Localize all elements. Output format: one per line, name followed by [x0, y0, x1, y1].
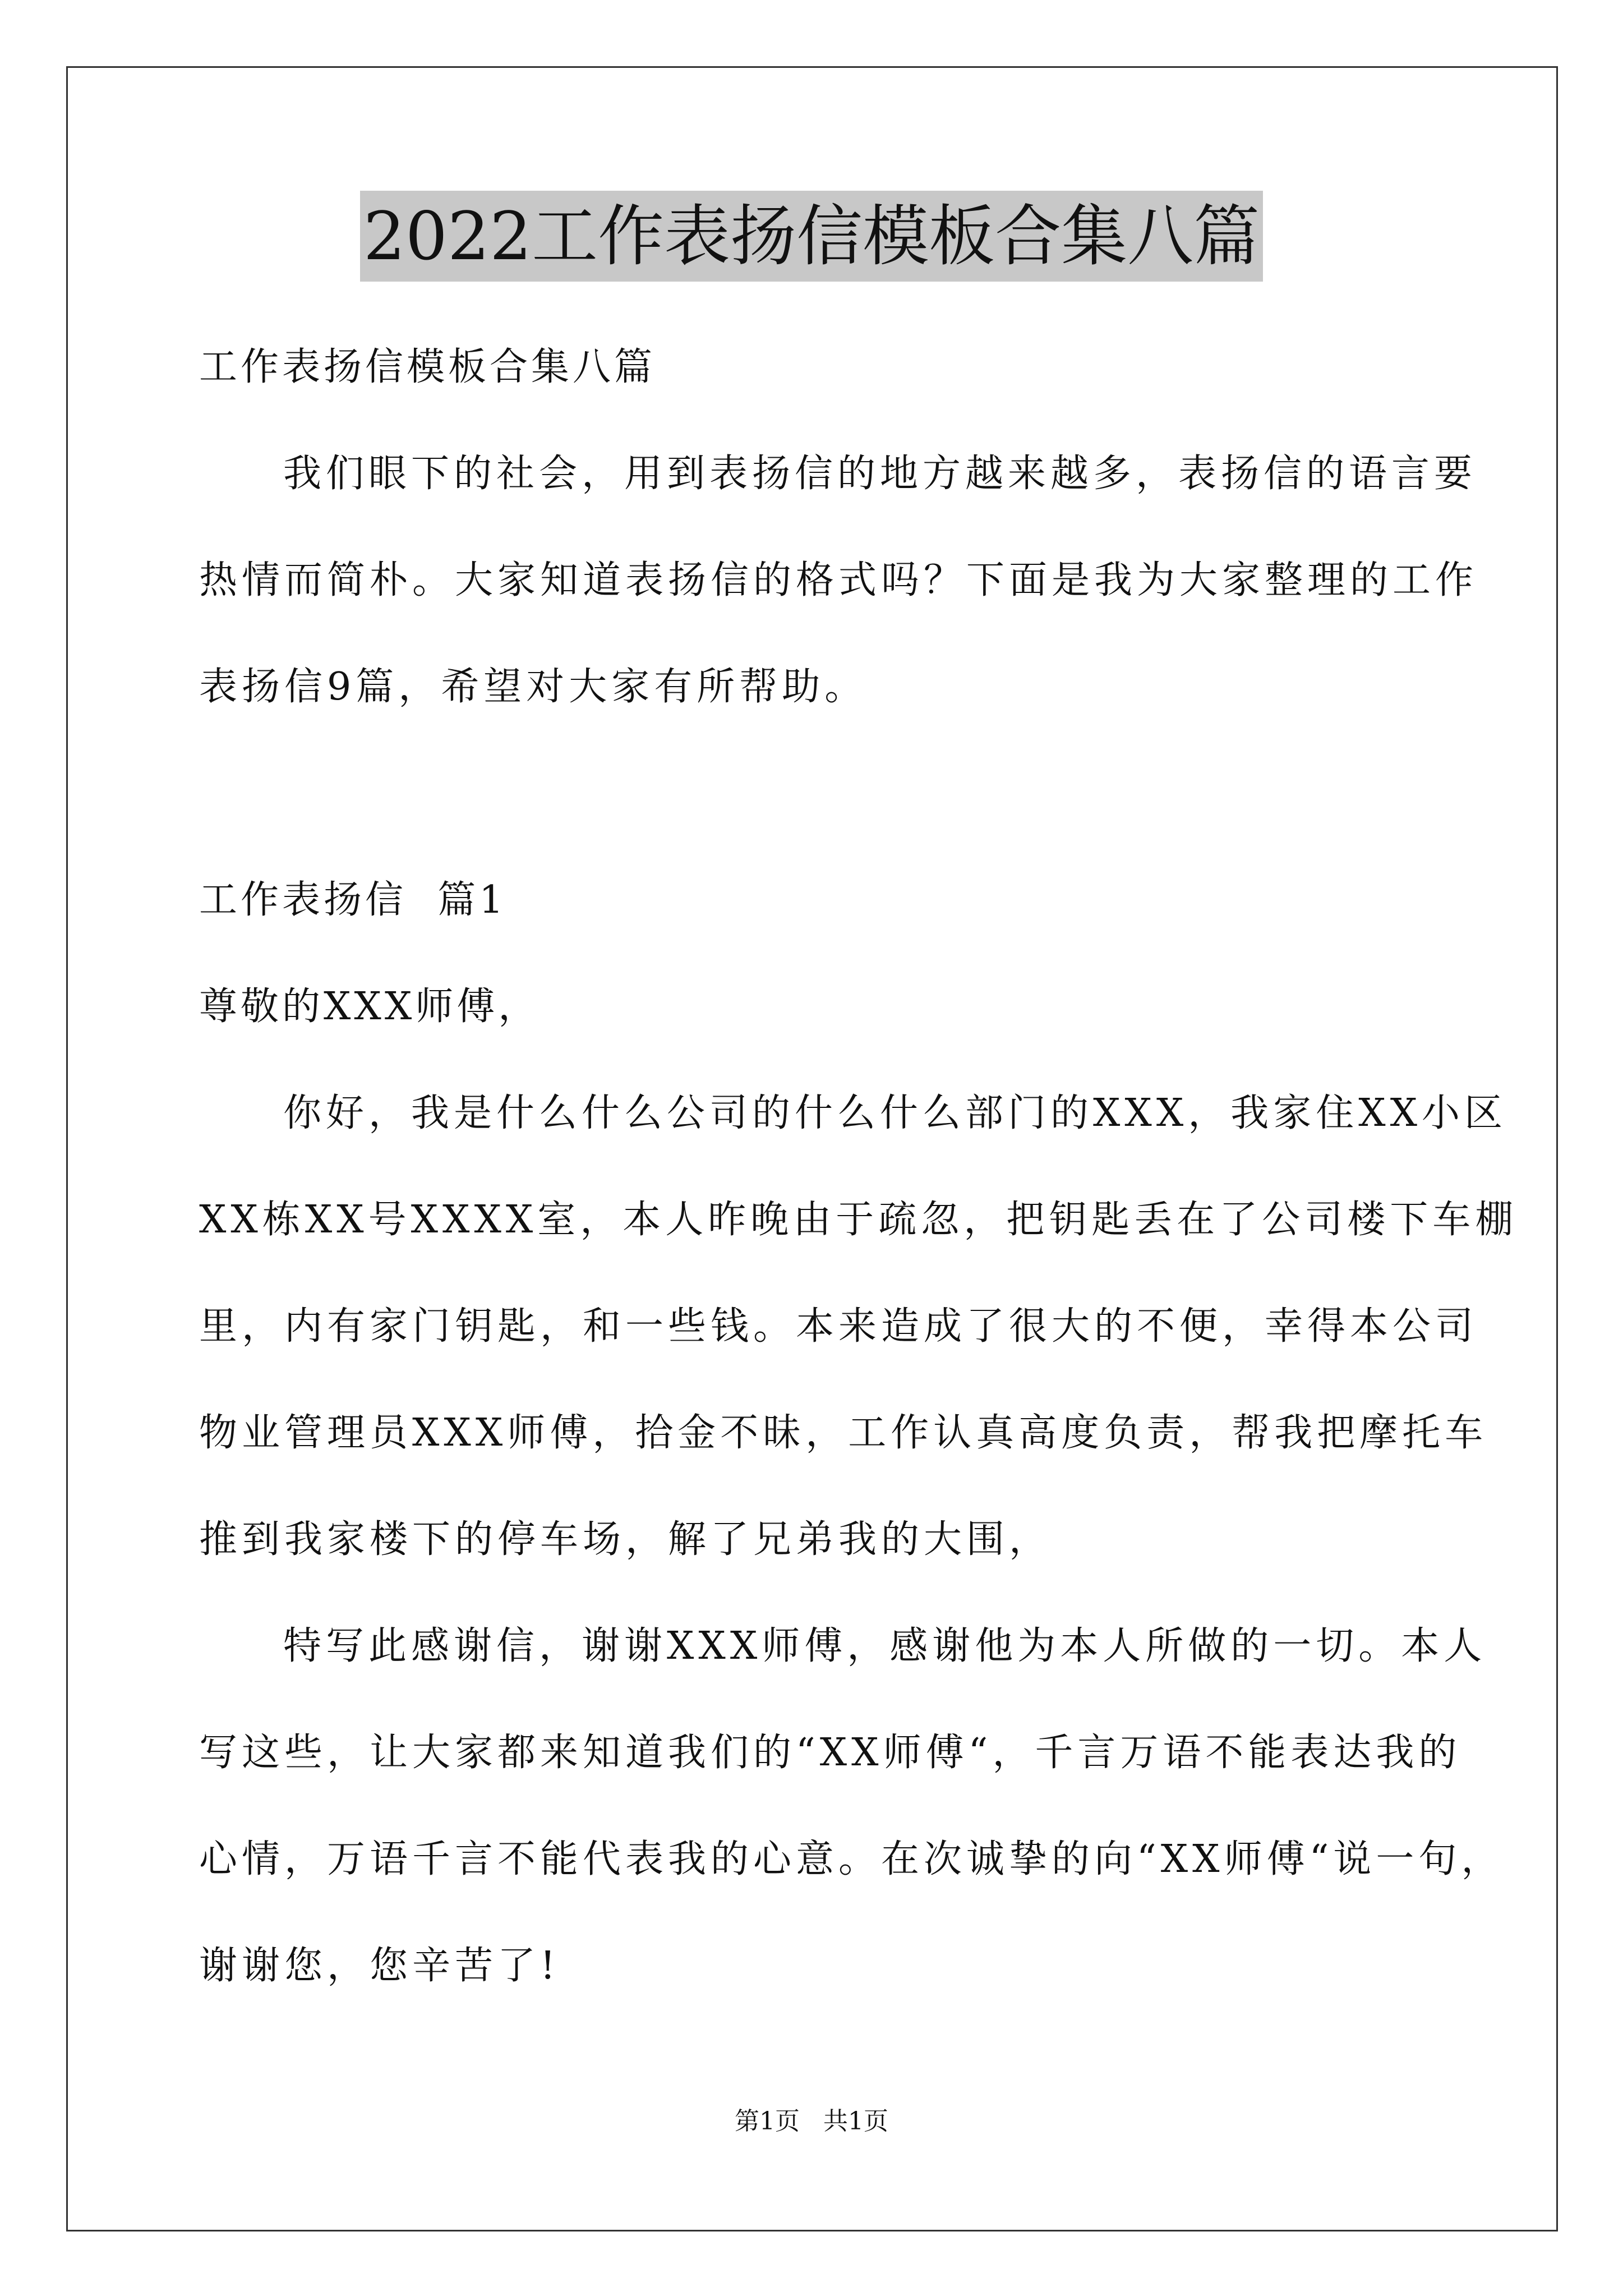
paragraph-line: 你好，我是什么什么公司的什么什么部门的XXX，我家住XX小区	[283, 1091, 1507, 1135]
section-heading: 工作表扬信 篇1	[199, 878, 507, 922]
paragraph-line: 里，内有家门钥匙，和一些钱。本来造成了很大的不便，幸得本公司	[199, 1304, 1478, 1349]
paragraph-line: 心情，万语千言不能代表我的心意。在次诚挚的向“XX师傅“说一句，	[199, 1837, 1504, 1881]
document-title: 2022工作表扬信模板合集八篇	[360, 191, 1263, 282]
salutation: 尊敬的XXX师傅，	[199, 984, 540, 1029]
intro-line: 表扬信9篇，希望对大家有所帮助。	[199, 665, 868, 709]
spacer	[199, 740, 1433, 847]
paragraph-line: XX栋XX号XXXX室，本人昨晚由于疏忽，把钥匙丢在了公司楼下车棚	[199, 1198, 1518, 1242]
document-subtitle: 工作表扬信模板合集八篇	[199, 345, 656, 389]
paragraph-line: 物业管理员XXX师傅，拾金不昧，工作认真高度负责，帮我把摩托车	[199, 1411, 1488, 1455]
paragraph-line: 写这些，让大家都来知道我们的“XX师傅“，千言万语不能表达我的	[199, 1731, 1461, 1775]
title-wrap	[0, 191, 1623, 282]
paragraph-line: 谢谢您，您辛苦了!	[199, 1944, 560, 1988]
document-body	[199, 314, 1518, 2019]
page-footer: 第1页 共1页	[735, 2107, 888, 2136]
intro-line: 我们眼下的社会，用到表扬信的地方越来越多，表扬信的语言要	[283, 452, 1477, 496]
intro-line: 热情而简朴。大家知道表扬信的格式吗？下面是我为大家整理的工作	[199, 558, 1478, 602]
paragraph-line: 特写此感谢信，谢谢XXX师傅，感谢他为本人所做的一切。本人	[283, 1624, 1487, 1668]
paragraph-line: 推到我家楼下的停车场，解了兄弟我的大围，	[199, 1517, 1052, 1562]
